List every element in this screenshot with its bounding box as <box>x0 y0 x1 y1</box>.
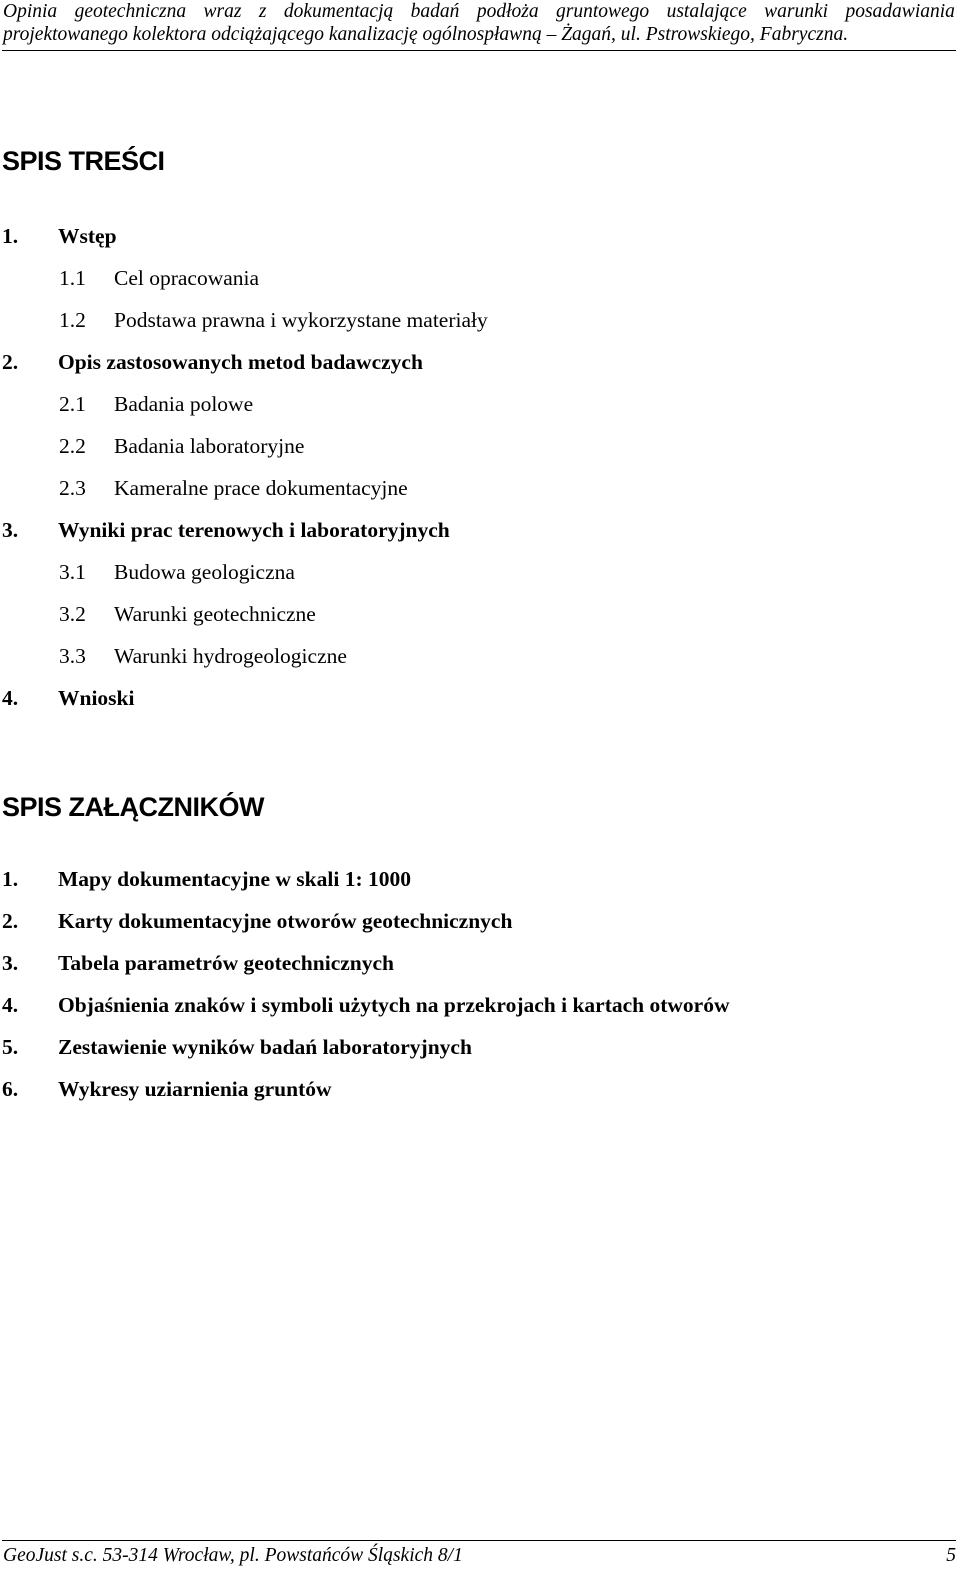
toc-item-number: 2.2 <box>59 434 86 458</box>
attachment-number: 2. <box>2 909 19 933</box>
toc-subitem[interactable] <box>59 308 488 333</box>
attachment-item[interactable] <box>2 951 394 976</box>
attachment-label: Zestawienie wyników badań laboratoryjnych <box>58 1035 472 1059</box>
header-word: posadawiania <box>845 1 955 22</box>
toc-subitem[interactable] <box>59 392 253 417</box>
page-number: 5 <box>946 1545 956 1566</box>
header-word: badań <box>410 1 460 22</box>
attachment-label: Objaśnienia znaków i symboli użytych na przekrojach i kartach otworów <box>58 993 730 1017</box>
footer-rule <box>2 1540 956 1541</box>
attachment-label: Tabela parametrów geotechnicznych <box>58 951 394 975</box>
attachments-title: SPIS ZAŁĄCZNIKÓW <box>2 792 264 822</box>
attachment-number: 6. <box>2 1077 19 1101</box>
toc-item-label: Kameralne prace dokumentacyjne <box>114 476 408 500</box>
header-line-1 <box>3 0 955 23</box>
toc-item-number: 3.1 <box>59 560 86 584</box>
toc-item-label: Wyniki prac terenowych i laboratoryjnych <box>58 518 450 542</box>
toc-item[interactable] <box>2 224 117 249</box>
toc-item-number: 4. <box>2 686 19 710</box>
attachment-item[interactable] <box>2 1035 472 1060</box>
header-word: geotechniczna <box>74 1 187 22</box>
attachment-number: 3. <box>2 951 19 975</box>
toc-item-number: 2.1 <box>59 392 86 416</box>
toc-item-label: Opis zastosowanych metod badawczych <box>58 350 423 374</box>
toc-item-number: 1. <box>2 224 19 248</box>
toc-item-label: Wnioski <box>58 686 135 710</box>
header-word: podłoża <box>476 1 539 22</box>
attachment-item[interactable] <box>2 909 512 934</box>
toc-subitem[interactable] <box>59 476 408 501</box>
toc-item-number: 3.2 <box>59 602 86 626</box>
attachment-number: 4. <box>2 993 19 1017</box>
toc-subitem[interactable] <box>59 602 316 627</box>
toc-item-number: 3. <box>2 518 19 542</box>
toc-item-label: Badania laboratoryjne <box>114 434 305 458</box>
toc-item-number: 2.3 <box>59 476 86 500</box>
toc-subitem[interactable] <box>59 434 304 459</box>
header-word: ustalające <box>666 1 747 22</box>
header-word: Opinia <box>3 1 58 22</box>
header-word: warunki <box>764 1 829 22</box>
header-word: z <box>258 1 267 22</box>
attachment-label: Mapy dokumentacyjne w skali 1: 1000 <box>58 867 411 891</box>
header-word: wraz <box>203 1 242 22</box>
toc-item-number: 3.3 <box>59 644 86 668</box>
toc-item-number: 1.1 <box>59 266 86 290</box>
attachment-number: 5. <box>2 1035 19 1059</box>
attachment-number: 1. <box>2 867 19 891</box>
toc-subitem[interactable] <box>59 560 295 585</box>
header-word: gruntowego <box>556 1 650 22</box>
header-rule <box>2 50 956 51</box>
toc-title: SPIS TREŚCI <box>2 146 165 176</box>
toc-subitem[interactable] <box>59 644 347 669</box>
page-header <box>3 0 955 46</box>
toc-subitem[interactable] <box>59 266 259 291</box>
attachment-item[interactable] <box>2 1077 332 1102</box>
attachment-label: Wykresy uziarnienia gruntów <box>58 1077 332 1101</box>
attachment-item[interactable] <box>2 867 411 892</box>
toc-item[interactable] <box>2 518 450 543</box>
attachment-label: Karty dokumentacyjne otworów geotechnicznych <box>58 909 513 933</box>
footer-company: GeoJust s.c. 53-314 Wrocław, pl. Powstańców Śląskich 8/1 <box>3 1545 463 1566</box>
toc-item-label: Podstawa prawna i wykorzystane materiały <box>114 308 488 332</box>
toc-item-label: Warunki geotechniczne <box>114 602 316 626</box>
attachment-item[interactable] <box>2 993 730 1018</box>
toc-item-number: 2. <box>2 350 19 374</box>
toc-item[interactable] <box>2 350 423 375</box>
toc-item-label: Wstęp <box>58 224 117 248</box>
toc-item-label: Budowa geologiczna <box>114 560 295 584</box>
toc-item[interactable] <box>2 686 134 711</box>
toc-item-label: Cel opracowania <box>114 266 260 290</box>
toc-item-label: Badania polowe <box>114 392 254 416</box>
toc-item-number: 1.2 <box>59 308 86 332</box>
page-footer <box>3 1545 956 1567</box>
header-word: dokumentacją <box>283 1 394 22</box>
header-line-2: projektowanego kolektora odciążającego kanalizację ogólnospławną – Żagań, ul. Pstrowskiego, Fabryczna. <box>3 24 849 45</box>
toc-item-label: Warunki hydrogeologiczne <box>114 644 347 668</box>
